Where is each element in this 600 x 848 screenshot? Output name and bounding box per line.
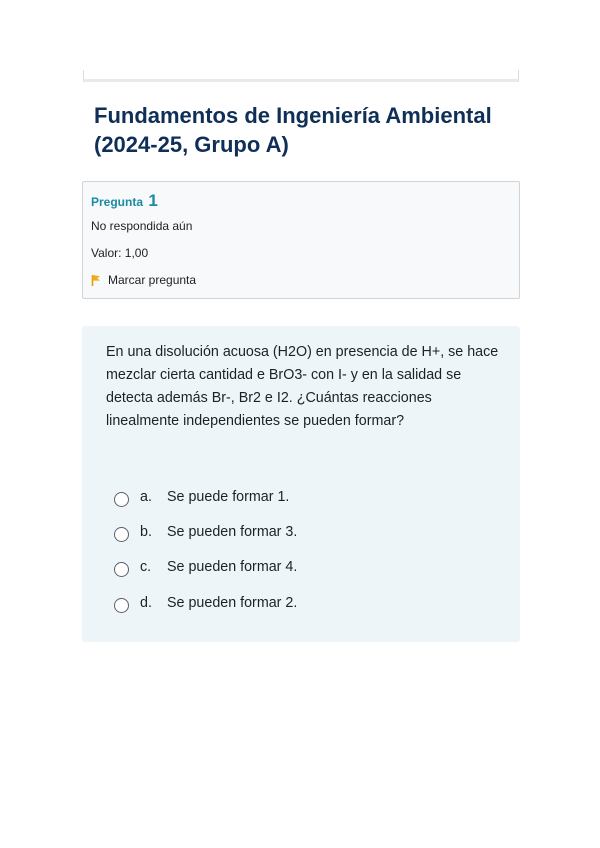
question-status: No respondida aún — [91, 219, 193, 233]
question-number: 1 — [148, 191, 158, 210]
answer-option-c[interactable] — [114, 556, 297, 577]
answer-option-d[interactable] — [114, 592, 297, 613]
flag-icon — [91, 274, 101, 286]
question-label — [91, 191, 158, 211]
question-content — [82, 326, 520, 642]
answer-text: Se pueden formar 3. — [167, 523, 298, 540]
radio-icon[interactable] — [114, 492, 129, 507]
page-title: Fundamentos de Ingeniería Ambiental (2024-25, Grupo A) — [94, 103, 492, 157]
answer-letter: c. — [140, 558, 152, 575]
answer-letter: d. — [140, 594, 152, 611]
question-value: Valor: 1,00 — [91, 246, 149, 260]
answer-text: Se pueden formar 4. — [167, 558, 298, 575]
answer-option-a[interactable] — [114, 486, 289, 507]
question-info-panel — [82, 181, 520, 299]
question-label-text: Pregunta — [91, 195, 144, 209]
radio-icon[interactable] — [114, 562, 129, 577]
navigation-block-bottom — [83, 70, 519, 82]
answer-text: Se pueden formar 2. — [167, 594, 298, 611]
radio-icon[interactable] — [114, 527, 129, 542]
radio-icon[interactable] — [114, 598, 129, 613]
flag-question-link[interactable] — [91, 273, 196, 287]
answer-letter: b. — [140, 523, 152, 540]
answer-option-b[interactable] — [114, 521, 297, 542]
answer-letter: a. — [140, 488, 152, 505]
answer-text: Se puede formar 1. — [167, 488, 290, 505]
flag-question-label: Marcar pregunta — [108, 273, 197, 287]
question-text: En una disolución acuosa (H2O) en presencia de H+, se hace mezclar cierta cantidad e BrO3- con I- y en la salidad se detecta además Br-, Br2 e I2. ¿Cuántas reacciones linealmente independientes se pueden formar? — [106, 344, 499, 429]
